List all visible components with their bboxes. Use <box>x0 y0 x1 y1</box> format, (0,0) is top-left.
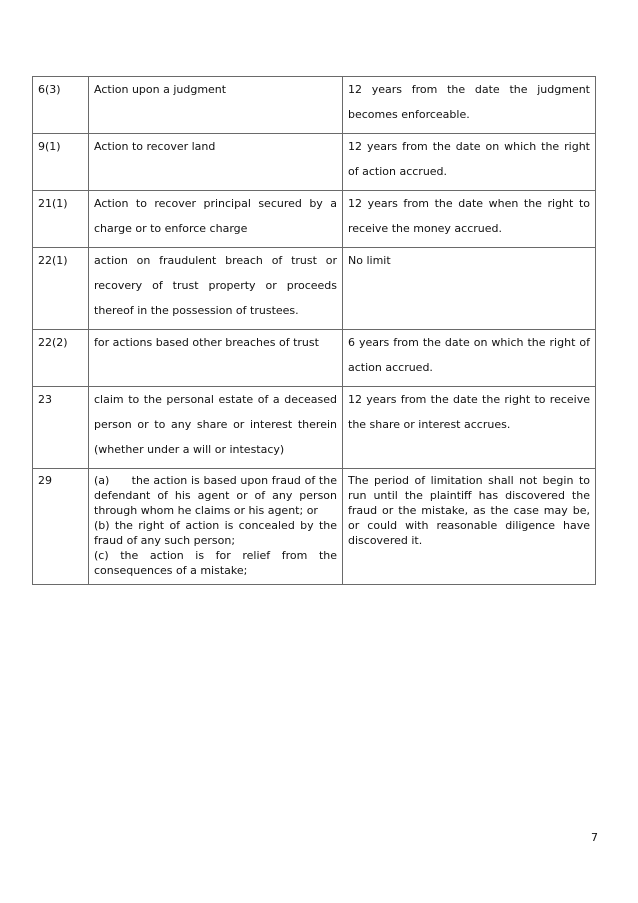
section-cell: 6(3) <box>33 77 89 134</box>
period-cell: 12 years from the date the right to receive the share or interest accrues. <box>343 387 596 469</box>
section-cell: 23 <box>33 387 89 469</box>
action-cell: Action to recover principal secured by a charge or to enforce charge <box>89 191 343 248</box>
table-row <box>33 134 596 191</box>
action-cell <box>89 469 343 585</box>
table-row <box>33 387 596 469</box>
action-cell: action on fraudulent breach of trust or recovery of trust property or proceeds thereof in the possession of trustees. <box>89 248 343 330</box>
page-number: 7 <box>591 831 598 844</box>
table-row <box>33 248 596 330</box>
section-cell: 21(1) <box>33 191 89 248</box>
period-cell: 6 years from the date on which the right of action accrued. <box>343 330 596 387</box>
condition-a: (a) the action is based upon fraud of the defendant of his agent or of any person through whom he claims or his agent; or <box>94 474 341 517</box>
condition-b: (b) the right of action is concealed by the fraud of any such person; <box>94 519 337 547</box>
table-row <box>33 330 596 387</box>
period-cell: No limit <box>343 248 596 330</box>
table-row <box>33 469 596 585</box>
table-row <box>33 77 596 134</box>
action-cell: for actions based other breaches of trust <box>89 330 343 387</box>
section-cell: 29 <box>33 469 89 585</box>
period-cell: 12 years from the date on which the right of action accrued. <box>343 134 596 191</box>
section-cell: 9(1) <box>33 134 89 191</box>
section-cell: 22(2) <box>33 330 89 387</box>
section-cell: 22(1) <box>33 248 89 330</box>
action-cell: Action upon a judgment <box>89 77 343 134</box>
table-row <box>33 191 596 248</box>
action-cell: Action to recover land <box>89 134 343 191</box>
period-cell: 12 years from the date when the right to receive the money accrued. <box>343 191 596 248</box>
period-cell: The period of limitation shall not begin to run until the plaintiff has discovered the fraud or the mistake, as the case may be, or could with reasonable diligence have discovered it. <box>343 469 596 585</box>
condition-c: (c) the action is for relief from the consequences of a mistake; <box>94 549 337 577</box>
limitation-table <box>32 76 596 585</box>
period-cell: 12 years from the date the judgment becomes enforceable. <box>343 77 596 134</box>
action-cell: claim to the personal estate of a deceased person or to any share or interest therein (whether under a will or intestacy) <box>89 387 343 469</box>
